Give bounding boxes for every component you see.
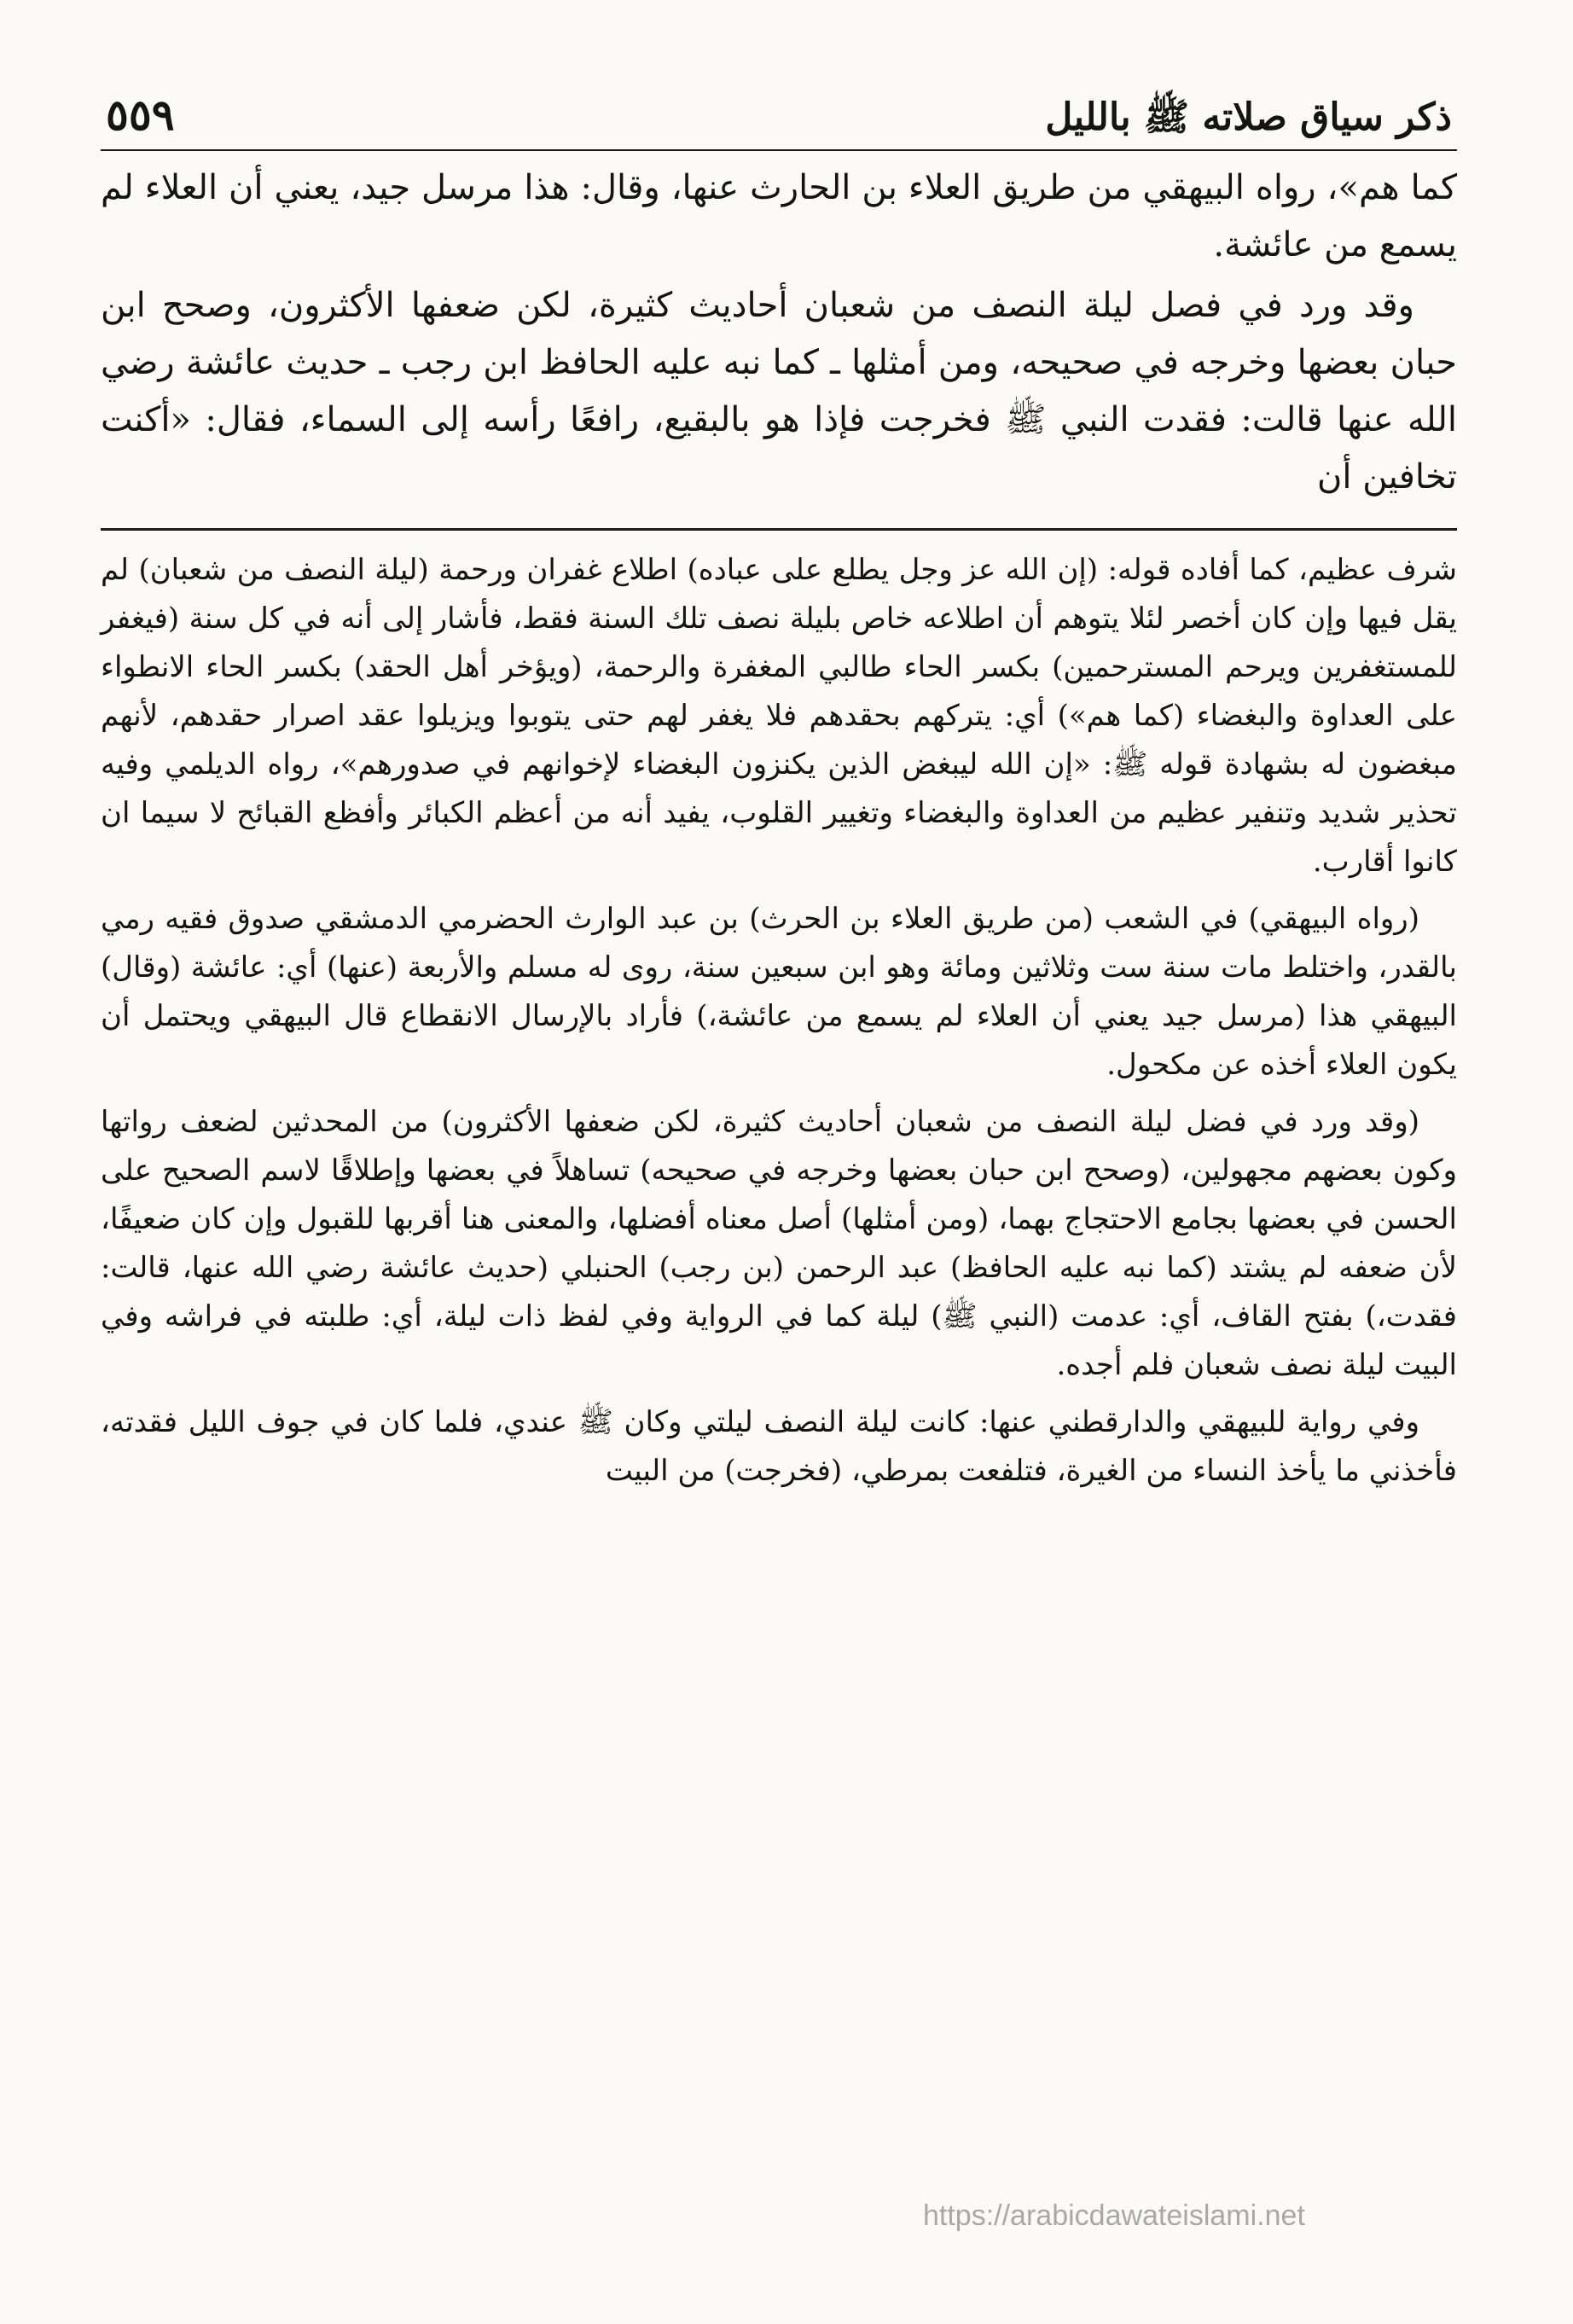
commentary-paragraph: شرف عظيم، كما أفاده قوله: (إن الله عز وجل يطلع على عباده) اطلاع غفران ورحمة (ليلة النصف من شعبان) لم يقل فيها وإن كان أخصر لئلا يتوهم أن اطلاعه خاص بليلة نصف تلك السنة فقط، فأشار إلى أنه في كل سنة (فيغفر للمستغفرين ويرحم المسترحمين) بكسر الحاء طالبي المغفرة والرحمة، (ويؤخر أهل الحقد) بكسر الحاء الانطواء على العداوة والبغضاء (كما هم») أي: يتركهم بحقدهم فلا يغفر لهم حتى يتوبوا ويزيلوا عقد اصرار حقدهم، لأنهم مبغضون له بشهادة قوله ﷺ: «إن الله ليبغض الذين يكنزون البغضاء لإخوانهم في صدورهم»، رواه الديلمي وفيه تحذير شديد وتنفير عظيم من العداوة والبغضاء وتغيير القلوب، يفيد أنه من أعظم الكبائر وأفظع القبائح لا سيما ان كانوا أقارب. — [101, 553, 1457, 879]
commentary-paragraph: (وقد ورد في فضل ليلة النصف من شعبان أحاديث كثيرة، لكن ضعفها الأكثرون) من المحدثين لضعف رواتها وكون بعضهم مجهولين، (وصحح ابن حبان بعضها وخرجه في صحيحه) تساهلاً في بعضها وإطلاقًا لاسم الصحيح على الحسن في بعضها بجامع الاحتجاج بهما، (ومن أمثلها) أصل معناه أفضلها، والمعنى هنا أقربها للقبول وإن كان ضعيفًا، لأن ضعفه لم يشتد (كما نبه عليه الحافظ) عبد الرحمن (بن رجب) الحنبلي (حديث عائشة رضي الله عنها، قالت: فقدت،) بفتح القاف، أي: عدمت (النبي ﷺ) ليلة كما في الرواية وفي لفظ ذات ليلة، أي: طلبته في فراشه وفي البيت ليلة نصف شعبان فلم أجده. — [101, 1105, 1457, 1382]
chapter-title: ذكر سياق صلاته ﷺ بالليل — [1045, 96, 1452, 139]
main-paragraph: كما هم»، رواه البيهقي من طريق العلاء بن الحارث عنها، وقال: هذا مرسل جيد، يعني أن العلاء لم يسمع من عائشة. — [101, 168, 1457, 264]
running-header — [101, 85, 1457, 151]
main-paragraph: وقد ورد في فصل ليلة النصف من شعبان أحاديث كثيرة، لكن ضعفها الأكثرون، وصحح ابن حبان بعضها وخرجه في صحيحه، ومن أمثلها ـ كما نبه عليه الحافظ ابن رجب ـ حديث عائشة رضي الله عنها قالت: فقدت النبي ﷺ فخرجت فإذا هو بالبقيع، رافعًا رأسه إلى السماء، فقال: «أكنت تخافين أن — [101, 286, 1457, 497]
commentary-text — [101, 546, 1457, 1496]
main-text — [101, 160, 1457, 506]
document-page — [101, 85, 1457, 1504]
commentary-paragraph: وفي رواية للبيهقي والدارقطني عنها: كانت ليلة النصف ليلتي وكان ﷺ عندي، فلما كان في جوف الليل فقدته، فأخذني ما يأخذ النساء من الغيرة، فتلفعت بمرطي، (فخرجت) من البيت — [101, 1405, 1457, 1488]
footnote-divider — [101, 528, 1457, 531]
watermark-url: https://arabicdawateislami.net — [923, 2199, 1305, 2232]
page-number: ٥٥٩ — [106, 90, 175, 140]
commentary-paragraph: (رواه البيهقي) في الشعب (من طريق العلاء بن الحرث) بن عبد الوارث الحضرمي الدمشقي صدوق فقيه رمي بالقدر، واختلط مات سنة ست وثلاثين ومائة وهو ابن سبعين سنة، روى له مسلم والأربعة (عنها) أي: عائشة (وقال) البيهقي هذا (مرسل جيد يعني أن العلاء لم يسمع من عائشة،) فأراد بالإرسال الانقطاع قال البيهقي ويحتمل أن يكون العلاء أخذه عن مكحول. — [101, 902, 1457, 1082]
